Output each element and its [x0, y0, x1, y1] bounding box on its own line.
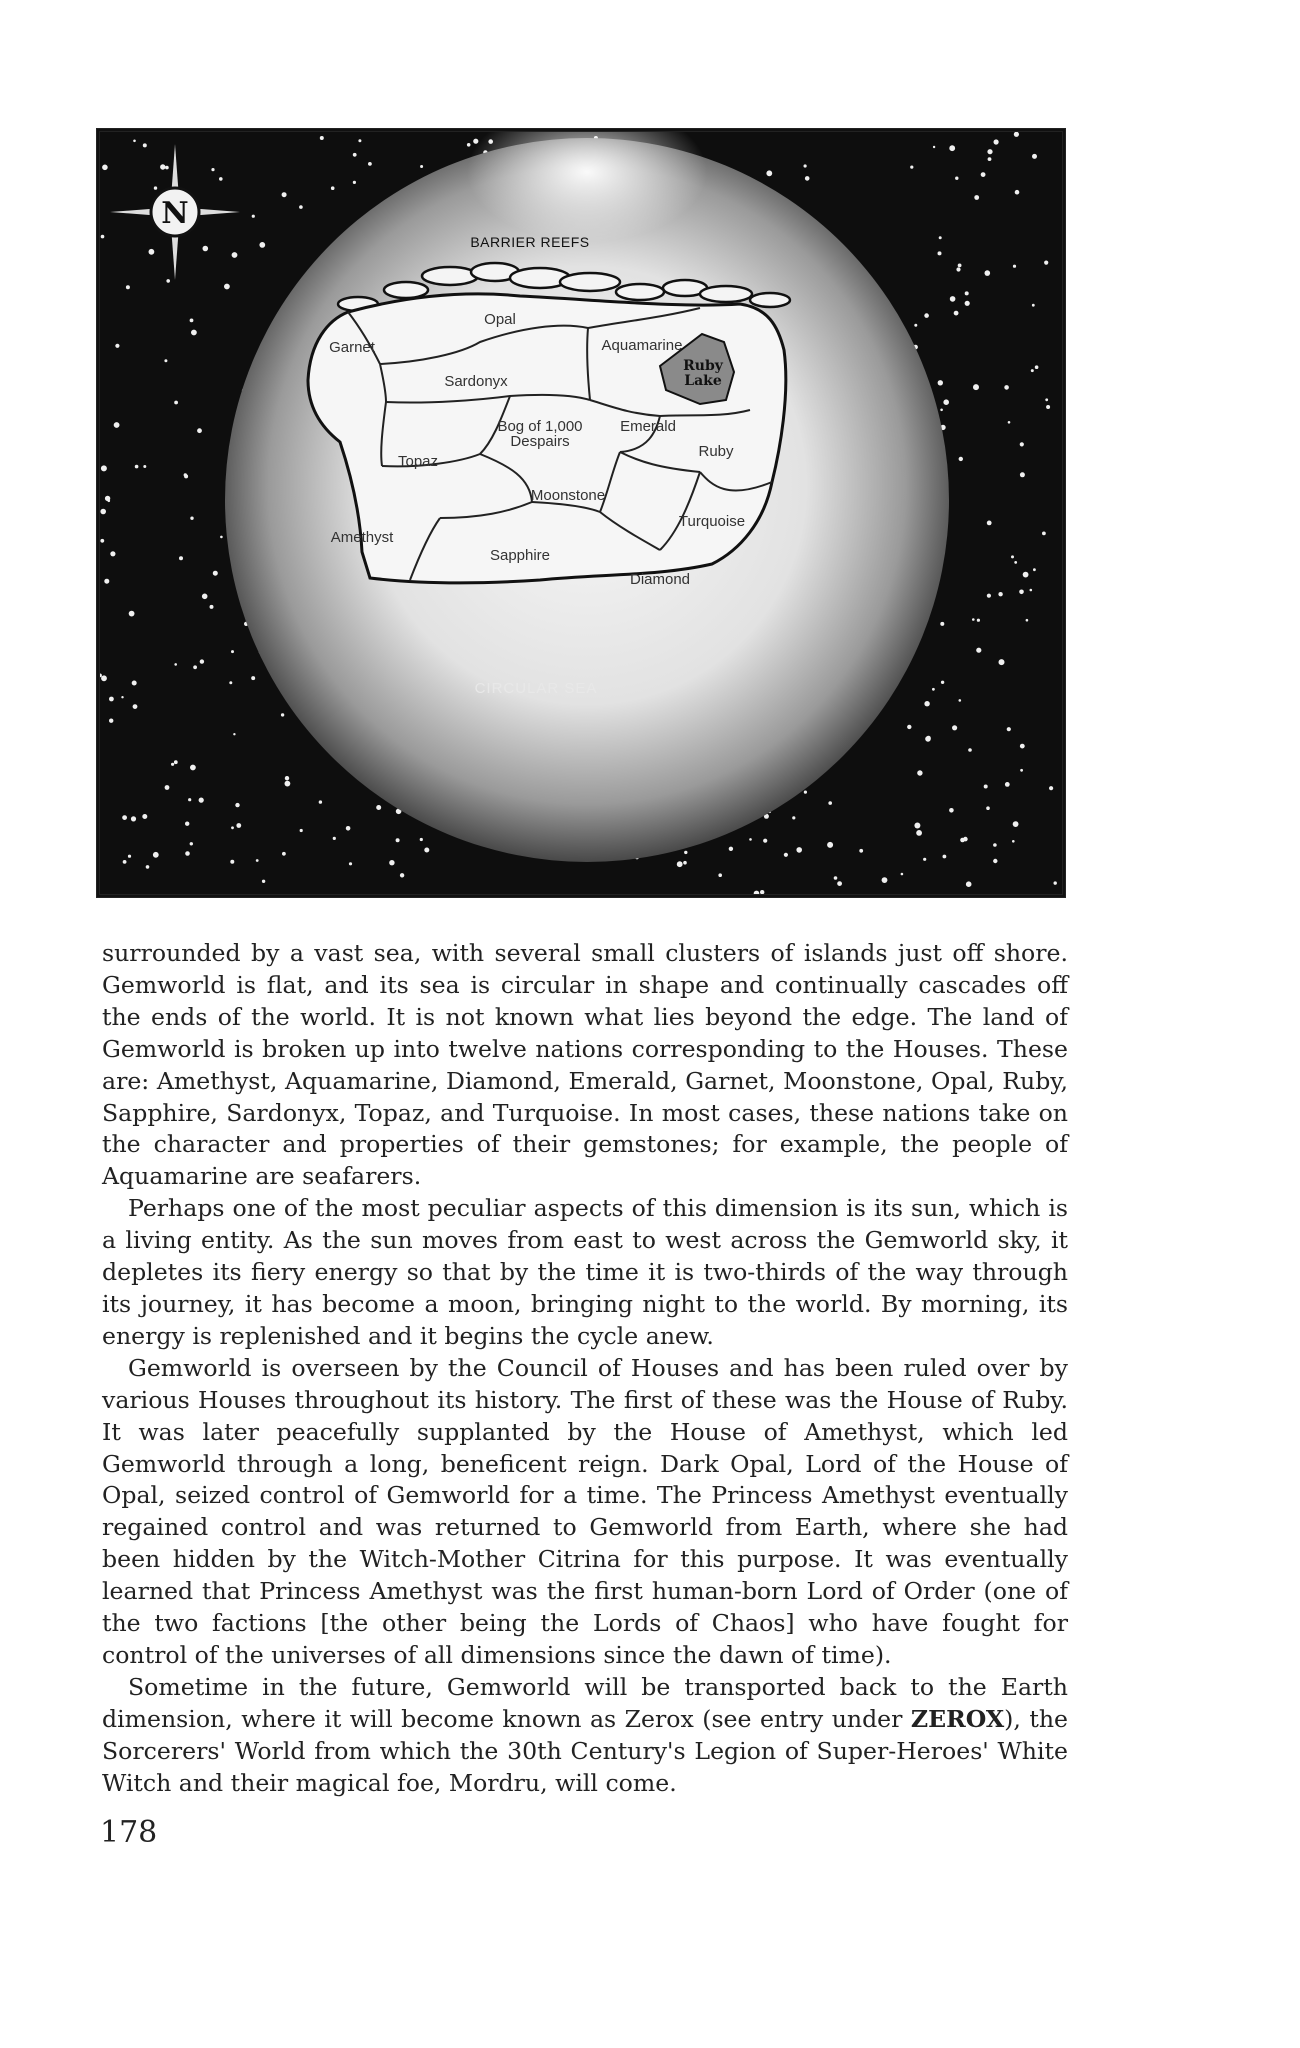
- star: [984, 785, 988, 789]
- nation-label-garnet: Garnet: [329, 339, 375, 356]
- star: [859, 849, 863, 853]
- map-illustration: [100, 132, 1062, 894]
- star: [109, 719, 113, 723]
- star: [174, 401, 178, 405]
- star: [133, 140, 136, 143]
- star: [972, 618, 975, 621]
- star: [122, 815, 127, 820]
- star: [123, 860, 127, 864]
- star: [131, 816, 136, 821]
- nation-label-sardonyx: Sardonyx: [444, 373, 508, 390]
- nation-label-turquoise: Turquoise: [678, 513, 746, 530]
- star: [142, 814, 147, 819]
- star: [230, 860, 234, 864]
- paragraph-1: surrounded by a vast sea, with several small clusters of islands just off shore. Gemworld is flat, and its sea is circular in shape and continually cascades off the ends of the world. It is not known what lies beyond the edge. The land of Gemworld is broken up into twelve nations corresponding to the Houses. These are: Amethyst, Aquamarine, Diamond, Emerald, Garnet, Moonstone, Opal, Ruby, Sapphire, Sardonyx, Topaz, and Turquoise. In most cases, these nations take on the character and properties of their gemstones; for example, the people of Aquamarine are seafarers.: [102, 939, 1068, 1191]
- star: [203, 246, 209, 252]
- star: [420, 838, 423, 841]
- star: [926, 736, 931, 741]
- star: [965, 291, 969, 295]
- star: [285, 781, 291, 787]
- star: [105, 496, 110, 501]
- star: [282, 192, 287, 197]
- star: [882, 877, 888, 883]
- page-number: 178: [100, 1815, 158, 1850]
- star: [718, 873, 722, 877]
- star: [1045, 398, 1048, 401]
- star: [126, 285, 130, 289]
- star: [149, 249, 155, 255]
- star: [796, 847, 802, 853]
- nation-label-sapphire: Sapphire: [489, 547, 551, 564]
- star: [968, 748, 972, 752]
- star: [110, 551, 115, 556]
- star: [229, 681, 232, 684]
- star: [133, 704, 138, 709]
- star: [683, 861, 687, 865]
- star: [143, 143, 147, 147]
- star: [914, 324, 917, 327]
- star: [939, 236, 942, 239]
- star: [1035, 365, 1039, 369]
- star: [988, 157, 992, 161]
- star: [104, 579, 109, 584]
- star: [224, 284, 230, 290]
- star: [171, 763, 174, 766]
- star: [994, 139, 999, 144]
- star: [219, 177, 223, 181]
- star: [197, 428, 202, 433]
- star: [191, 330, 197, 336]
- star: [135, 465, 139, 469]
- star: [420, 165, 423, 168]
- paragraph-4-end: ), the Sorcerers' World from which the 30th Century's Legion of Super-Heroes' White Witch and their magical foe, Mordru, will come.: [102, 1704, 1068, 1797]
- star: [188, 798, 191, 801]
- star: [220, 536, 223, 539]
- star: [190, 517, 193, 520]
- star: [174, 663, 177, 666]
- star: [100, 509, 106, 515]
- star: [179, 556, 183, 560]
- star: [804, 164, 807, 167]
- star: [358, 139, 361, 142]
- star: [331, 186, 335, 190]
- star: [1019, 590, 1024, 595]
- star: [115, 344, 119, 348]
- star: [300, 829, 303, 832]
- star: [828, 801, 832, 805]
- bog-label-line2: Despairs: [510, 433, 570, 450]
- nation-label-topaz: Topaz: [397, 453, 439, 470]
- star: [473, 139, 478, 144]
- star: [943, 855, 947, 859]
- star: [389, 860, 394, 865]
- star: [160, 164, 165, 169]
- star: [834, 876, 838, 880]
- star: [231, 650, 234, 653]
- star: [1013, 265, 1016, 268]
- star: [974, 195, 979, 200]
- star: [976, 648, 981, 653]
- star: [1032, 154, 1037, 159]
- star: [952, 725, 957, 730]
- star: [346, 826, 351, 831]
- star: [166, 279, 170, 283]
- paragraph-4-start: Sometime in the future, Gemworld will be transported back to the Earth dimension, where it will become known as Zerox (see entry under: [102, 1672, 1068, 1733]
- star: [285, 776, 289, 780]
- star: [154, 186, 157, 189]
- nation-label-amethyst: Amethyst: [330, 529, 394, 546]
- star: [353, 181, 356, 184]
- star: [999, 659, 1005, 665]
- star: [101, 465, 107, 471]
- star: [256, 859, 259, 862]
- barrier-reefs-label: BARRIER REEFS: [470, 234, 590, 250]
- star: [938, 380, 943, 385]
- star: [1007, 727, 1011, 731]
- star: [252, 215, 255, 218]
- star: [766, 170, 772, 176]
- star: [973, 384, 979, 390]
- star: [235, 803, 239, 807]
- star: [981, 172, 986, 177]
- star: [916, 830, 922, 836]
- star: [121, 696, 123, 698]
- zerox-reference: ZEROX: [910, 1704, 1005, 1733]
- star: [353, 153, 357, 157]
- star: [684, 851, 687, 854]
- star: [114, 422, 120, 428]
- star: [1023, 572, 1029, 578]
- paragraph-2: Perhaps one of the most peculiar aspects of this dimension is its sun, which is a living entity. As the sun moves from east to west across the Gemworld sky, it depletes its fiery energy so that by the time it is two-thirds of the way through its journey, it has become a moon, bringing night to the world. By morning, its energy is replenished and it begins the cycle anew.: [102, 1194, 1068, 1350]
- star: [232, 252, 238, 258]
- star: [940, 622, 944, 626]
- star: [729, 847, 733, 851]
- star: [1044, 261, 1048, 265]
- star: [129, 611, 135, 617]
- star: [987, 149, 992, 154]
- star: [1032, 304, 1035, 307]
- star: [467, 143, 471, 147]
- star: [1012, 840, 1015, 843]
- star: [100, 539, 104, 543]
- star: [1026, 619, 1029, 622]
- gemworld-map: [96, 128, 1066, 898]
- star: [174, 760, 178, 764]
- star: [320, 136, 324, 140]
- star: [128, 855, 131, 858]
- star: [1020, 472, 1025, 477]
- star: [299, 205, 303, 209]
- star: [319, 800, 322, 803]
- star: [185, 851, 190, 856]
- star: [917, 770, 922, 775]
- star: [923, 858, 926, 861]
- star: [199, 798, 204, 803]
- star: [933, 146, 935, 148]
- star: [281, 713, 284, 716]
- star: [959, 457, 963, 461]
- star: [901, 873, 904, 876]
- ruby-lake-label-line1: Ruby: [683, 358, 723, 374]
- star: [193, 665, 197, 669]
- star: [1015, 190, 1020, 195]
- compass-letter: N: [161, 196, 189, 231]
- star: [213, 571, 218, 576]
- star: [677, 861, 683, 867]
- star: [949, 808, 954, 813]
- star: [1020, 769, 1023, 772]
- star: [910, 166, 913, 169]
- star: [763, 839, 767, 843]
- star: [101, 235, 105, 239]
- star: [424, 848, 429, 853]
- star: [924, 313, 929, 318]
- star: [1046, 405, 1050, 409]
- star: [1031, 369, 1034, 372]
- star: [954, 311, 959, 316]
- star: [1008, 421, 1011, 424]
- star: [958, 264, 962, 268]
- star: [164, 359, 167, 362]
- star: [1011, 555, 1014, 558]
- star: [102, 165, 108, 171]
- star: [950, 296, 956, 302]
- star: [1030, 589, 1033, 592]
- star: [165, 166, 169, 170]
- star: [932, 688, 935, 691]
- star: [804, 791, 807, 794]
- star: [986, 806, 990, 810]
- nation-label-opal: Opal: [484, 311, 516, 328]
- star: [146, 865, 150, 869]
- star: [977, 619, 980, 622]
- star: [1020, 442, 1024, 446]
- star: [200, 659, 204, 663]
- star: [924, 701, 929, 706]
- star: [184, 474, 188, 478]
- star: [1005, 782, 1010, 787]
- star: [231, 826, 234, 829]
- star: [955, 177, 958, 180]
- star: [190, 319, 194, 323]
- star: [202, 594, 208, 600]
- star: [211, 168, 214, 171]
- star: [376, 805, 381, 810]
- star: [190, 842, 193, 845]
- star: [749, 838, 752, 841]
- star: [837, 881, 842, 886]
- star: [1004, 385, 1009, 390]
- star: [282, 852, 286, 856]
- star: [784, 853, 788, 857]
- star: [998, 592, 1002, 596]
- star: [251, 676, 255, 680]
- star: [143, 465, 146, 468]
- star: [101, 675, 107, 681]
- star: [333, 837, 336, 840]
- star: [1042, 532, 1046, 536]
- paragraph-4: [102, 1672, 1068, 1800]
- star: [185, 822, 189, 826]
- star: [985, 270, 991, 276]
- star: [1033, 568, 1036, 571]
- star: [960, 838, 965, 843]
- nation-label-moonstone: Moonstone: [530, 487, 606, 504]
- nation-label-emerald: Emerald: [620, 418, 676, 435]
- star: [109, 697, 114, 702]
- star: [959, 699, 962, 702]
- star: [165, 785, 170, 790]
- nation-label-aquamarine: Aquamarine: [601, 337, 683, 354]
- star: [805, 176, 810, 181]
- bog-label-line1: Bog of 1,000: [497, 418, 583, 435]
- star: [987, 521, 992, 526]
- star: [210, 605, 214, 609]
- nation-label-ruby: Ruby: [698, 443, 734, 460]
- star: [956, 267, 960, 271]
- star: [993, 859, 997, 863]
- star: [400, 873, 404, 877]
- star: [396, 838, 400, 842]
- circular-sea-label: CIRCULAR SEA: [474, 680, 598, 697]
- star: [259, 242, 265, 248]
- paragraph-3: Gemworld is overseen by the Council of Houses and has been ruled over by various Houses throughout its history. The first of these was the House of Ruby. It was later peacefully supplanted by the House of Amethyst, which led Gemworld through a long, beneficent reign. Dark Opal, Lord of the House of Opal, seized control of Gemworld for a time. The Princess Amethyst eventually regained control and was returned to Gemworld from Earth, where she had been hidden by the Witch-Mother Citrina for this purpose. It was eventually learned that Princess Amethyst was the first human-born Lord of Order (one of the two factions [the other being the Lords of Chaos] who have fought for control of the universes of all dimensions since the dawn of time).: [102, 1353, 1068, 1669]
- star: [949, 145, 955, 151]
- star: [1014, 561, 1017, 564]
- star: [938, 251, 942, 255]
- star: [943, 399, 949, 405]
- star: [132, 681, 137, 686]
- star: [1020, 744, 1025, 749]
- star: [907, 725, 911, 729]
- star: [1013, 821, 1019, 827]
- star: [941, 681, 944, 684]
- star: [827, 842, 833, 848]
- star: [236, 823, 241, 828]
- star: [966, 881, 972, 887]
- star: [349, 862, 352, 865]
- star: [993, 843, 997, 847]
- star: [987, 594, 991, 598]
- star: [368, 162, 372, 166]
- star: [233, 733, 235, 735]
- star: [1054, 881, 1057, 884]
- star: [190, 765, 196, 771]
- star: [262, 880, 265, 883]
- body-text: [102, 938, 1068, 1799]
- ruby-lake-label-line2: Lake: [684, 373, 722, 389]
- star: [1049, 786, 1053, 790]
- star: [914, 823, 920, 829]
- star: [940, 409, 943, 412]
- nation-label-diamond: Diamond: [629, 571, 691, 588]
- star: [965, 301, 970, 306]
- star: [153, 852, 159, 858]
- star: [792, 816, 795, 819]
